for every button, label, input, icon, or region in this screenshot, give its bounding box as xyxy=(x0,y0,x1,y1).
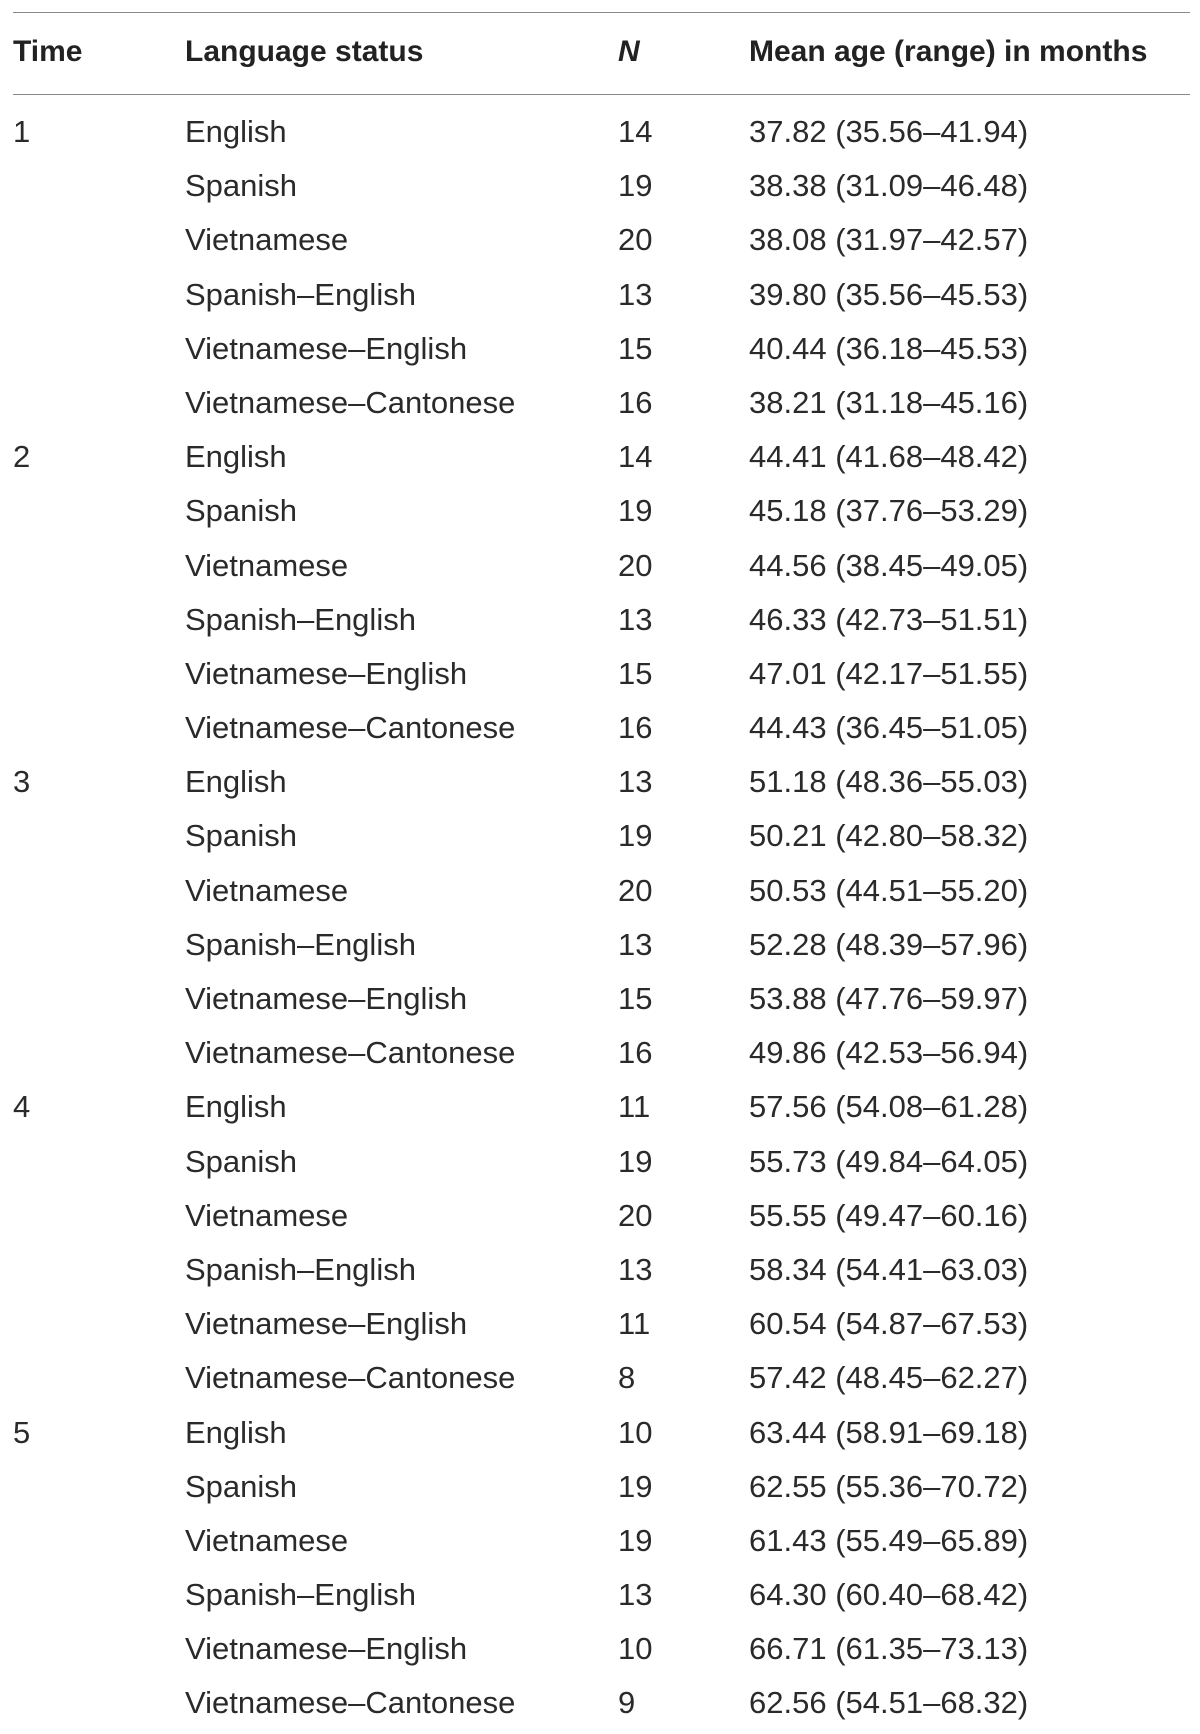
header-n: N xyxy=(618,35,640,68)
cell-n: 16 xyxy=(618,384,653,420)
cell-language-status: Vietnamese–English xyxy=(185,1306,468,1342)
cell-language-status: Vietnamese xyxy=(185,1197,349,1233)
cell-mean-age: 51.18 (48.36–55.03) xyxy=(749,764,1029,800)
cell-n: 13 xyxy=(618,276,653,312)
cell-n: 9 xyxy=(618,1685,636,1721)
cell-language-status: Vietnamese xyxy=(185,547,349,583)
cell-n: 13 xyxy=(618,764,653,800)
table-row xyxy=(13,542,1190,596)
header-mean-age: Mean age (range) in months xyxy=(749,35,1148,68)
cell-mean-age: 38.21 (31.18–45.16) xyxy=(749,384,1029,420)
cell-language-status: Vietnamese–Cantonese xyxy=(185,710,516,746)
cell-language-status: Spanish–English xyxy=(185,926,416,962)
cell-time: 5 xyxy=(13,1414,31,1450)
table-header-row xyxy=(13,13,1190,94)
table-row xyxy=(13,271,1190,325)
table-row xyxy=(13,1192,1190,1246)
cell-mean-age: 44.43 (36.45–51.05) xyxy=(749,710,1029,746)
cell-n: 15 xyxy=(618,981,653,1016)
cell-language-status: Spanish–English xyxy=(185,601,416,637)
cell-language-status: Vietnamese–English xyxy=(185,981,468,1016)
cell-mean-age: 50.21 (42.80–58.32) xyxy=(749,818,1029,854)
cell-language-status: Spanish xyxy=(185,1143,298,1179)
cell-mean-age: 53.88 (47.76–59.97) xyxy=(749,981,1029,1016)
table-row xyxy=(13,162,1190,216)
cell-language-status: Vietnamese xyxy=(185,222,349,258)
cell-mean-age: 49.86 (42.53–56.94) xyxy=(749,1035,1029,1071)
cell-language-status: English xyxy=(185,1089,287,1125)
table-row xyxy=(13,1029,1190,1083)
cell-mean-age: 62.56 (54.51–68.32) xyxy=(749,1685,1029,1721)
cell-language-status: Spanish–English xyxy=(185,276,416,312)
cell-n: 16 xyxy=(618,1035,653,1071)
cell-n: 20 xyxy=(618,222,653,258)
cell-language-status: Vietnamese–English xyxy=(185,1631,468,1667)
cell-language-status: Spanish–English xyxy=(185,1577,416,1613)
cell-language-status: Spanish xyxy=(185,168,298,204)
cell-n: 10 xyxy=(618,1631,653,1667)
header-time: Time xyxy=(13,35,83,68)
cell-mean-age: 64.30 (60.40–68.42) xyxy=(749,1577,1029,1613)
cell-mean-age: 37.82 (35.56–41.94) xyxy=(749,114,1029,149)
cell-language-status: Vietnamese–English xyxy=(185,655,468,691)
cell-mean-age: 44.56 (38.45–49.05) xyxy=(749,547,1029,583)
cell-mean-age: 60.54 (54.87–67.53) xyxy=(749,1306,1029,1342)
cell-language-status: Vietnamese–Cantonese xyxy=(185,1360,516,1396)
cell-mean-age: 58.34 (54.41–63.03) xyxy=(749,1251,1029,1287)
cell-mean-age: 66.71 (61.35–73.13) xyxy=(749,1631,1029,1667)
cell-language-status: English xyxy=(185,439,287,475)
cell-n: 14 xyxy=(618,114,653,149)
table-row xyxy=(13,812,1190,866)
cell-mean-age: 55.73 (49.84–64.05) xyxy=(749,1143,1029,1179)
table-row xyxy=(13,433,1190,487)
cell-time: 2 xyxy=(13,439,31,475)
table-row xyxy=(13,867,1190,921)
table-row xyxy=(13,596,1190,650)
cell-mean-age: 46.33 (42.73–51.51) xyxy=(749,601,1029,637)
cell-n: 13 xyxy=(618,601,653,637)
table-row xyxy=(13,650,1190,704)
cell-time: 4 xyxy=(13,1089,31,1125)
cell-mean-age: 38.38 (31.09–46.48) xyxy=(749,168,1029,204)
table-body xyxy=(13,95,1190,1734)
cell-n: 19 xyxy=(618,1468,653,1504)
cell-n: 11 xyxy=(618,1306,651,1342)
cell-language-status: English xyxy=(185,1414,287,1450)
table-row xyxy=(13,921,1190,975)
cell-time: 3 xyxy=(13,764,31,800)
cell-n: 10 xyxy=(618,1414,653,1450)
cell-n: 19 xyxy=(618,168,653,204)
cell-mean-age: 63.44 (58.91–69.18) xyxy=(749,1414,1029,1450)
cell-language-status: Vietnamese–Cantonese xyxy=(185,384,516,420)
cell-n: 13 xyxy=(618,1577,653,1613)
cell-language-status: English xyxy=(185,114,287,149)
table-row xyxy=(13,1625,1190,1679)
cell-language-status: Spanish–English xyxy=(185,1251,416,1287)
cell-language-status: Vietnamese–Cantonese xyxy=(185,1685,516,1721)
cell-mean-age: 55.55 (49.47–60.16) xyxy=(749,1197,1029,1233)
table-row xyxy=(13,704,1190,758)
cell-language-status: Vietnamese xyxy=(185,872,349,908)
cell-n: 15 xyxy=(618,655,653,691)
cell-n: 8 xyxy=(618,1360,636,1396)
cell-language-status: Vietnamese xyxy=(185,1522,349,1558)
data-table xyxy=(13,12,1190,1734)
cell-n: 19 xyxy=(618,1522,653,1558)
table-row xyxy=(13,758,1190,812)
cell-language-status: Vietnamese–Cantonese xyxy=(185,1035,516,1071)
cell-n: 15 xyxy=(618,330,653,366)
cell-language-status: Spanish xyxy=(185,1468,298,1504)
cell-mean-age: 47.01 (42.17–51.55) xyxy=(749,655,1029,691)
table-row xyxy=(13,1571,1190,1625)
cell-mean-age: 40.44 (36.18–45.53) xyxy=(749,330,1029,366)
cell-mean-age: 61.43 (55.49–65.89) xyxy=(749,1522,1029,1558)
table-row xyxy=(13,1138,1190,1192)
cell-mean-age: 62.55 (55.36–70.72) xyxy=(749,1468,1029,1504)
cell-n: 19 xyxy=(618,1143,653,1179)
cell-n: 19 xyxy=(618,493,653,529)
table-row xyxy=(13,216,1190,270)
cell-mean-age: 44.41 (41.68–48.42) xyxy=(749,439,1029,475)
cell-mean-age: 39.80 (35.56–45.53) xyxy=(749,276,1029,312)
table-row xyxy=(13,1463,1190,1517)
cell-mean-age: 57.42 (48.45–62.27) xyxy=(749,1360,1029,1396)
cell-n: 20 xyxy=(618,872,653,908)
cell-language-status: Spanish xyxy=(185,493,298,529)
cell-mean-age: 57.56 (54.08–61.28) xyxy=(749,1089,1029,1125)
header-language-status: Language status xyxy=(185,35,424,68)
table-row xyxy=(13,1300,1190,1354)
table-row xyxy=(13,1083,1190,1137)
cell-n: 16 xyxy=(618,710,653,746)
cell-n: 13 xyxy=(618,926,653,962)
cell-n: 14 xyxy=(618,439,653,475)
cell-n: 13 xyxy=(618,1251,653,1287)
cell-mean-age: 38.08 (31.97–42.57) xyxy=(749,222,1029,258)
cell-mean-age: 50.53 (44.51–55.20) xyxy=(749,872,1029,908)
cell-n: 11 xyxy=(618,1089,651,1125)
cell-n: 20 xyxy=(618,1197,653,1233)
table-row xyxy=(13,1246,1190,1300)
cell-n: 20 xyxy=(618,547,653,583)
table-row xyxy=(13,379,1190,433)
table-row xyxy=(13,1354,1190,1408)
table-row xyxy=(13,108,1190,162)
cell-n: 19 xyxy=(618,818,653,854)
cell-mean-age: 45.18 (37.76–53.29) xyxy=(749,493,1029,529)
cell-language-status: English xyxy=(185,764,287,800)
table-row xyxy=(13,325,1190,379)
table-row xyxy=(13,487,1190,541)
table-row xyxy=(13,1409,1190,1463)
table-row xyxy=(13,975,1190,1029)
table-row xyxy=(13,1517,1190,1571)
cell-language-status: Vietnamese–English xyxy=(185,330,468,366)
table-row xyxy=(13,1679,1190,1733)
cell-time: 1 xyxy=(13,114,31,149)
cell-language-status: Spanish xyxy=(185,818,298,854)
cell-mean-age: 52.28 (48.39–57.96) xyxy=(749,926,1029,962)
